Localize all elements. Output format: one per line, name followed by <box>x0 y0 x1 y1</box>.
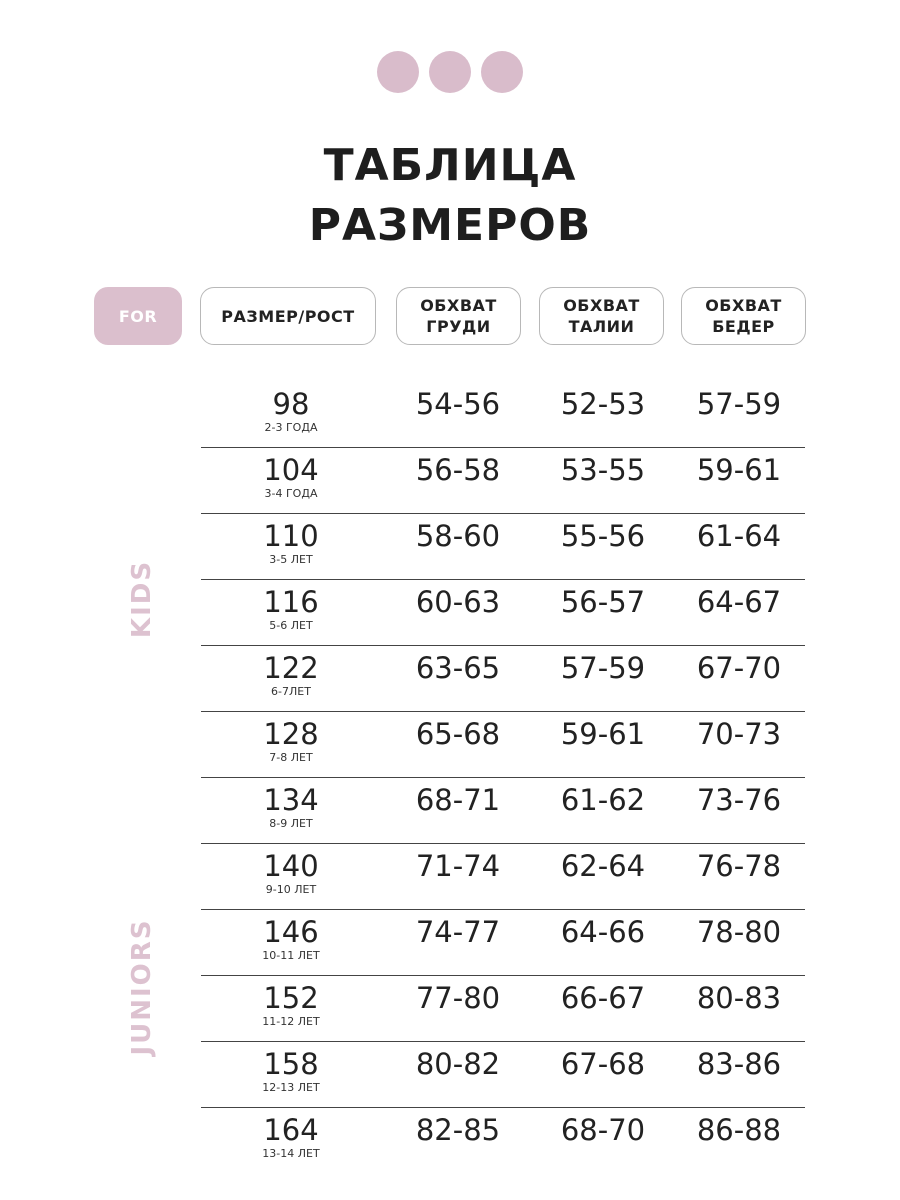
header-waist-label: ОБХВАТ ТАЛИИ <box>563 296 640 336</box>
size-cell <box>201 388 381 436</box>
age-value: 8-9 ЛЕТ <box>269 817 313 830</box>
waist-value: 57-59 <box>560 651 646 685</box>
hips-value: 59-61 <box>696 453 782 487</box>
table-row <box>201 778 805 844</box>
table-row <box>201 712 805 778</box>
header-for <box>94 287 182 345</box>
waist-value: 55-56 <box>560 519 646 553</box>
page-title <box>0 136 900 256</box>
hips-value: 70-73 <box>696 717 782 751</box>
waist-value: 64-66 <box>560 915 646 949</box>
age-value: 3-4 ГОДА <box>264 487 318 500</box>
chest-value: 60-63 <box>415 585 501 619</box>
table-row <box>201 646 805 712</box>
hips-value: 80-83 <box>696 981 782 1015</box>
header-hips <box>681 287 806 345</box>
table-row <box>201 382 805 448</box>
table-row <box>201 910 805 976</box>
age-value: 11-12 ЛЕТ <box>262 1015 320 1028</box>
size-value: 152 <box>263 981 319 1015</box>
header-chest-label: ОБХВАТ ГРУДИ <box>420 296 497 336</box>
hips-value: 78-80 <box>696 915 782 949</box>
chest-value: 54-56 <box>415 387 501 421</box>
size-value: 158 <box>263 1047 319 1081</box>
title-line-1: ТАБЛИЦА <box>323 140 577 191</box>
size-cell <box>201 454 381 502</box>
age-value: 6-7ЛЕТ <box>271 685 311 698</box>
table-row <box>201 580 805 646</box>
side-label-kids: KIDS <box>127 559 157 639</box>
age-value: 2-3 ГОДА <box>264 421 318 434</box>
table-row <box>201 448 805 514</box>
chest-value: 63-65 <box>415 651 501 685</box>
size-cell <box>201 850 381 898</box>
size-cell <box>201 982 381 1030</box>
chest-value: 74-77 <box>415 915 501 949</box>
size-value: 110 <box>263 519 319 553</box>
table-row <box>201 514 805 580</box>
waist-value: 68-70 <box>560 1113 646 1147</box>
header-size-label: РАЗМЕР/РОСТ <box>221 306 355 326</box>
dot-circle <box>481 51 523 93</box>
size-cell <box>201 1114 381 1162</box>
age-value: 10-11 ЛЕТ <box>262 949 320 962</box>
waist-value: 66-67 <box>560 981 646 1015</box>
age-value: 13-14 ЛЕТ <box>262 1147 320 1160</box>
hips-value: 57-59 <box>696 387 782 421</box>
waist-value: 53-55 <box>560 453 646 487</box>
table-row <box>201 976 805 1042</box>
waist-value: 62-64 <box>560 849 646 883</box>
size-value: 134 <box>263 783 319 817</box>
hips-value: 61-64 <box>696 519 782 553</box>
size-value: 98 <box>272 387 310 421</box>
chest-value: 65-68 <box>415 717 501 751</box>
chest-value: 68-71 <box>415 783 501 817</box>
chest-value: 71-74 <box>415 849 501 883</box>
hips-value: 83-86 <box>696 1047 782 1081</box>
chest-value: 56-58 <box>415 453 501 487</box>
age-value: 5-6 ЛЕТ <box>269 619 313 632</box>
age-value: 9-10 ЛЕТ <box>265 883 317 896</box>
side-label-juniors: JUNIORS <box>127 918 157 1056</box>
table-row <box>201 844 805 910</box>
waist-value: 56-57 <box>560 585 646 619</box>
waist-value: 59-61 <box>560 717 646 751</box>
hips-value: 67-70 <box>696 651 782 685</box>
age-value: 7-8 ЛЕТ <box>269 751 313 764</box>
chest-value: 58-60 <box>415 519 501 553</box>
dot-circle <box>429 51 471 93</box>
header-for-label: FOR <box>118 306 158 326</box>
title-line-2: РАЗМЕРОВ <box>308 200 592 251</box>
size-value: 140 <box>263 849 319 883</box>
size-table <box>201 382 805 1174</box>
size-cell <box>201 652 381 700</box>
dot-circle <box>377 51 419 93</box>
header-chest <box>396 287 521 345</box>
chest-value: 82-85 <box>415 1113 501 1147</box>
chest-value: 77-80 <box>415 981 501 1015</box>
hips-value: 86-88 <box>696 1113 782 1147</box>
size-value: 146 <box>263 915 319 949</box>
hips-value: 73-76 <box>696 783 782 817</box>
size-value: 116 <box>263 585 319 619</box>
waist-value: 61-62 <box>560 783 646 817</box>
waist-value: 52-53 <box>560 387 646 421</box>
header-size <box>200 287 376 345</box>
size-value: 104 <box>263 453 319 487</box>
table-row <box>201 1042 805 1108</box>
size-cell <box>201 916 381 964</box>
table-row <box>201 1108 805 1174</box>
size-value: 128 <box>263 717 319 751</box>
size-cell <box>201 1048 381 1096</box>
header-waist <box>539 287 664 345</box>
header-hips-label: ОБХВАТ БЕДЕР <box>705 296 782 336</box>
hips-value: 64-67 <box>696 585 782 619</box>
age-value: 3-5 ЛЕТ <box>269 553 313 566</box>
size-cell <box>201 784 381 832</box>
age-value: 12-13 ЛЕТ <box>262 1081 320 1094</box>
size-value: 164 <box>263 1113 319 1147</box>
size-value: 122 <box>263 651 319 685</box>
chest-value: 80-82 <box>415 1047 501 1081</box>
size-cell <box>201 718 381 766</box>
waist-value: 67-68 <box>560 1047 646 1081</box>
size-cell <box>201 520 381 568</box>
size-cell <box>201 586 381 634</box>
decorative-dots <box>377 51 523 93</box>
hips-value: 76-78 <box>696 849 782 883</box>
